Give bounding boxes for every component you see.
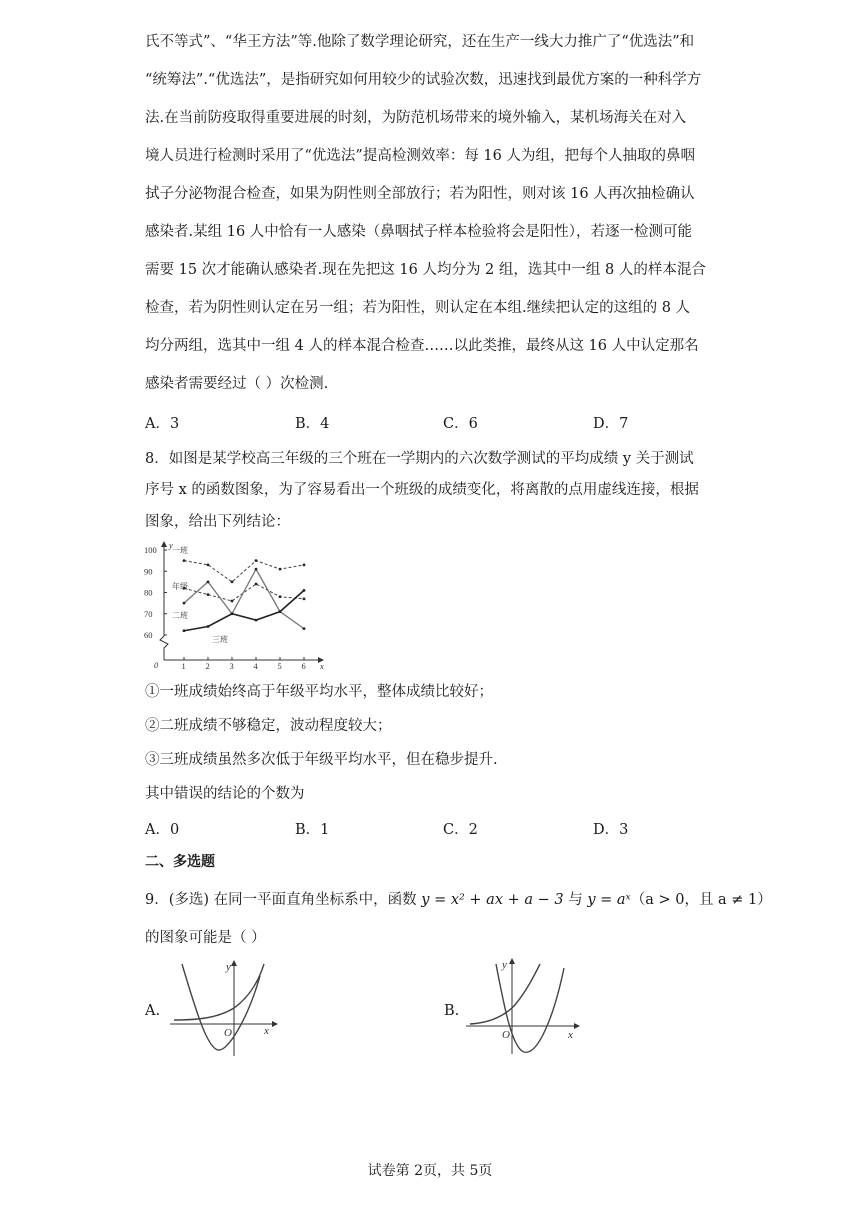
q8-line-1: 8．如图是某学校高三年级的三个班在一学期内的六次数学测试的平均成绩 y 关于测试 — [145, 451, 694, 467]
q9-option-b-label[interactable]: B. — [444, 1003, 460, 1019]
x-tick-label-3: 3 — [229, 661, 234, 670]
y-tick-label-60: 60 — [144, 630, 153, 640]
q7-line-7: 需要 15 次才能确认感染者.现在先把这 16 人均分为 2 组，选其中一组 8 人的样本混合 — [145, 262, 706, 278]
q9-option-a-label[interactable]: A. — [145, 1003, 161, 1019]
series-2-point-2 — [207, 580, 210, 583]
x-axis-label: x — [320, 661, 324, 670]
series-1-point-3 — [231, 600, 234, 603]
series-0-point-3 — [231, 580, 234, 583]
series-label-3: 三班 — [212, 635, 228, 644]
series-label-0: 一班 — [172, 546, 188, 555]
q8-options — [145, 818, 725, 838]
x-tick-label-6: 6 — [301, 661, 306, 670]
q9-func2: y = aˣ — [587, 892, 631, 908]
series-3-point-4 — [255, 619, 258, 622]
x-tick-label-5: 5 — [277, 661, 282, 670]
series-0-point-4 — [255, 559, 258, 562]
origin-label: 0 — [154, 660, 159, 670]
q7-line-3: 法.在当前防疫取得重要进展的时刻，为防范机场带来的境外输入，某机场海关在对入 — [145, 110, 687, 126]
series-0-point-5 — [279, 568, 282, 571]
series-line-0 — [184, 561, 304, 582]
series-2-point-4 — [255, 568, 258, 571]
q9-b-x-label: x — [568, 1029, 573, 1041]
series-1-point-2 — [207, 593, 210, 596]
q7-line-8: 检查，若为阴性则认定在另一组；若为阳性，则认定在本组.继续把认定的这组的 8 人 — [145, 300, 691, 316]
series-1-point-5 — [279, 595, 282, 598]
q9-line-1 — [145, 890, 772, 910]
y-axis-label: y — [169, 540, 173, 550]
q7-options — [145, 412, 725, 432]
series-line-2 — [184, 569, 304, 629]
y-axis-arrow — [161, 541, 167, 547]
series-3-point-1 — [183, 629, 186, 632]
q7-line-4: 境人员进行检测时采用了“优选法”提高检测效率：每 16 人为组，把每个人抽取的鼻咽 — [145, 148, 695, 164]
series-1-point-4 — [255, 583, 258, 586]
series-label-2: 二班 — [172, 611, 188, 620]
q9-b-y-label: y — [502, 959, 507, 971]
series-label-1: 年级 — [172, 582, 188, 591]
q8-question: 其中错误的结论的个数为 — [145, 786, 305, 802]
q8-option-b[interactable]: B．1 — [295, 822, 330, 838]
q9-option-a-graph[interactable] — [168, 958, 278, 1058]
score-line-chart — [142, 540, 327, 670]
q7-option-b[interactable]: B．4 — [295, 416, 330, 432]
series-line-3 — [184, 590, 304, 630]
q9-a-origin: O — [224, 1027, 232, 1039]
series-2-point-1 — [183, 602, 186, 605]
q7-option-a[interactable]: A．3 — [145, 416, 180, 432]
q9-a-y-label: y — [226, 961, 231, 973]
series-0-point-6 — [303, 563, 306, 566]
series-3-point-5 — [279, 610, 282, 613]
series-0-point-1 — [183, 559, 186, 562]
series-3-point-6 — [303, 589, 306, 592]
q9-a-x-label: x — [264, 1025, 269, 1037]
q7-option-d[interactable]: D．7 — [593, 416, 629, 432]
series-3-point-3 — [231, 612, 234, 615]
q9-mid: 与 — [563, 892, 588, 908]
q7-line-9: 均分两组，选其中一组 4 人的样本混合检查……以此类推，最终从这 16 人中认定那名 — [145, 338, 699, 354]
x-tick-label-1: 1 — [181, 661, 186, 670]
series-2-point-6 — [303, 627, 306, 630]
q7-line-5: 拭子分泌物混合检查，如果为阴性则全部放行；若为阳性，则对该 16 人再次抽检确认 — [145, 186, 695, 202]
y-axis — [160, 544, 168, 660]
series-3-point-2 — [207, 625, 210, 628]
q8-conclusion-1: ①一班成绩始终高于年级平均水平，整体成绩比较好； — [145, 684, 493, 700]
q7-option-c[interactable]: C．6 — [443, 416, 478, 432]
q8-conclusion-2: ②二班成绩不够稳定，波动程度较大； — [145, 718, 392, 734]
q9-condition: （a > 0，且 a ≠ 1） — [630, 892, 772, 908]
q9-line-2: 的图象可能是（ ） — [145, 930, 266, 946]
q8-option-d[interactable]: D．3 — [593, 822, 629, 838]
q9-b-origin: O — [502, 1029, 510, 1041]
y-tick-label-90: 90 — [144, 566, 153, 577]
q8-option-a[interactable]: A．0 — [145, 822, 180, 838]
section-heading-multiple-choice: 二、多选题 — [145, 854, 215, 870]
y-tick-label-70: 70 — [144, 608, 153, 619]
q9-option-b-graph[interactable] — [462, 956, 582, 1056]
x-tick-label-2: 2 — [205, 661, 210, 670]
y-tick-label-80: 80 — [144, 587, 153, 598]
q7-line-1: 氏不等式”、“华王方法”等.他除了数学理论研究，还在生产一线大力推广了“优选法”和 — [145, 34, 695, 50]
q9-prefix: 9．(多选) 在同一平面直角坐标系中，函数 — [145, 892, 422, 908]
q8-conclusion-3: ③三班成绩虽然多次低于年级平均水平，但在稳步提升. — [145, 752, 498, 768]
q7-line-2: “统筹法”.“优选法”，是指研究如何用较少的试验次数，迅速找到最优方案的一种科学方 — [145, 72, 702, 88]
q8-line-2: 序号 x 的函数图象，为了容易看出一个班级的成绩变化，将离散的点用虚线连接，根据 — [145, 482, 699, 498]
series-0-point-2 — [207, 563, 210, 566]
q9-func1: y = x² + ax + a − 3 — [421, 892, 564, 908]
series-1-point-6 — [303, 597, 306, 600]
q8-line-3: 图象，给出下列结论： — [145, 514, 290, 530]
page-footer: 试卷第 2页，共 5页 — [367, 1163, 493, 1179]
q8-option-c[interactable]: C．2 — [443, 822, 478, 838]
q7-line-6: 感染者.某组 16 人中恰有一人感染（鼻咽拭子样本检验将会是阳性），若逐一检测可能 — [145, 224, 693, 240]
y-tick-label-100: 100 — [144, 545, 157, 555]
x-tick-label-4: 4 — [253, 661, 258, 670]
q7-line-10: 感染者需要经过（ ）次检测. — [145, 376, 329, 392]
